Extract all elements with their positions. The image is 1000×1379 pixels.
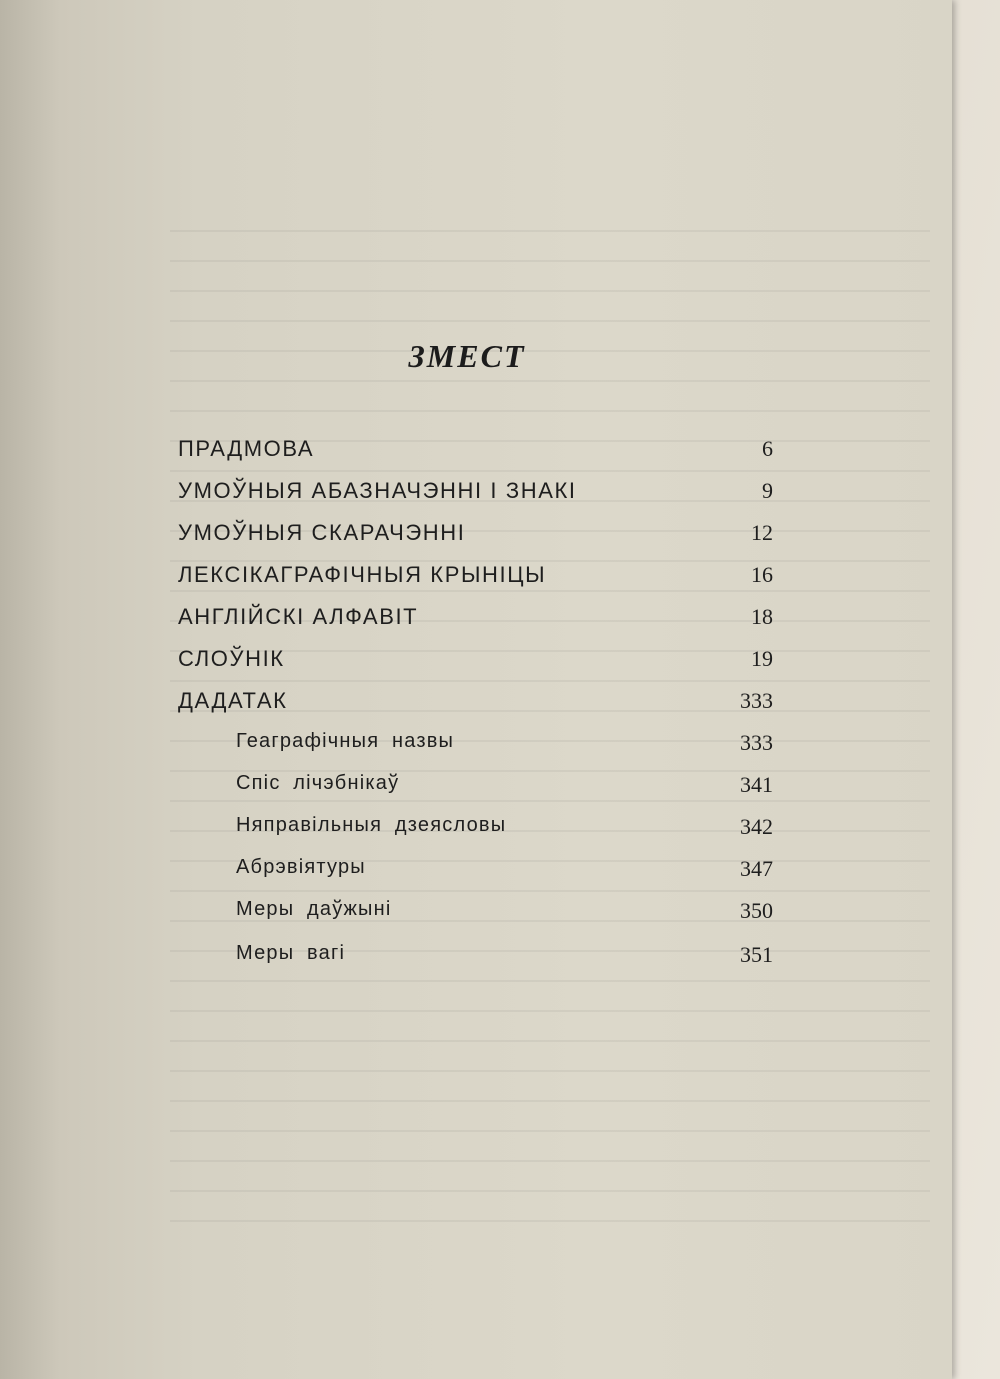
page-title-text: ЗМЕСТ <box>408 338 526 374</box>
toc-entry-page: 12 <box>751 520 773 545</box>
toc-entry-page: 19 <box>751 646 773 671</box>
toc-entry-label: АНГЛІЙСКІ АЛФАВІТ <box>178 604 419 629</box>
toc-entry-appendix <box>178 688 773 728</box>
toc-entry-label: Меры вагі <box>236 942 346 964</box>
toc-entry-sources <box>178 562 773 602</box>
toc-entry-page: 347 <box>740 856 773 881</box>
toc-entry-page: 350 <box>740 898 773 923</box>
toc-entry-label: УМОЎНЫЯ СКАРАЧЭННІ <box>178 520 466 545</box>
toc-subentry-acronyms <box>178 856 773 896</box>
toc-entry-dictionary <box>178 646 773 686</box>
toc-subentry-length-measures <box>178 898 773 938</box>
toc-entry-abbreviations <box>178 520 773 560</box>
toc-entry-label: Спіс лічэбнікаў <box>236 772 400 794</box>
page-title <box>0 338 952 375</box>
toc-entry-page: 18 <box>751 604 773 629</box>
toc-subentry-weight-measures <box>178 942 773 982</box>
toc-entry-page: 16 <box>751 562 773 587</box>
toc-entry-label: УМОЎНЫЯ АБАЗНАЧЭННІ І ЗНАКІ <box>178 478 577 503</box>
toc-entry-label: ДАДАТАК <box>178 688 288 713</box>
toc-entry-label: Геаграфічныя назвы <box>236 730 455 752</box>
toc-entry-page: 351 <box>740 942 773 967</box>
toc-subentry-geographic-names <box>178 730 773 770</box>
toc-entry-page: 9 <box>762 478 773 503</box>
toc-entry-pradmova <box>178 436 773 476</box>
toc-entry-abbreviations-signs <box>178 478 773 518</box>
toc-entry-page: 333 <box>740 688 773 713</box>
toc-entry-label: ПРАДМОВА <box>178 436 315 461</box>
toc-entry-page: 341 <box>740 772 773 797</box>
toc-entry-alphabet <box>178 604 773 644</box>
toc-entry-label: Меры даўжыні <box>236 898 392 920</box>
toc-subentry-irregular-verbs <box>178 814 773 854</box>
toc-entry-page: 342 <box>740 814 773 839</box>
toc-subentry-numerals <box>178 772 773 812</box>
toc-entry-label: Няправільныя дзеясловы <box>236 814 507 836</box>
toc-entry-label: СЛОЎНІК <box>178 646 285 671</box>
toc-entry-page: 333 <box>740 730 773 755</box>
toc-entry-label: Абрэвіятуры <box>236 856 366 878</box>
toc-entry-label: ЛЕКСІКАГРАФІЧНЫЯ КРЫНІЦЫ <box>178 562 547 587</box>
toc-entry-page: 6 <box>762 436 773 461</box>
